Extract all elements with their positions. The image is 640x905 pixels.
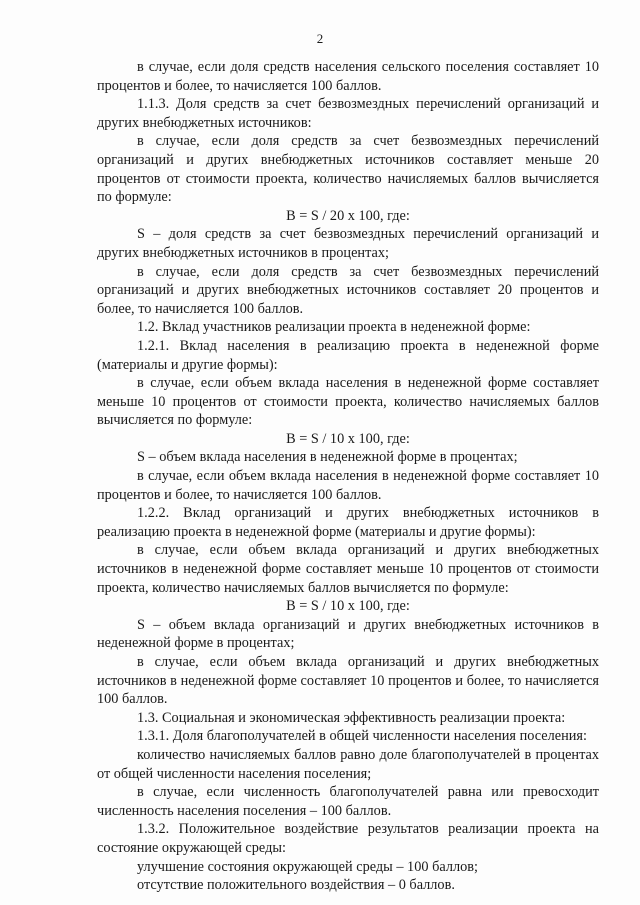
paragraph: 1.2.2. Вклад организаций и других внебюджетных источников в реализацию проекта в неденежной форме (материалы и другие формы): [97, 505, 599, 540]
paragraph: в случае, если объем вклада населения в неденежной форме составляет меньше 10 процентов от стоимости проекта, количество начисляемых баллов вычисляется по формуле: [97, 375, 599, 429]
paragraph: S – доля средств за счет безвозмездных перечислений организаций и других внебюджетных источников в процентах; [97, 226, 599, 261]
formula-line: B = S / 10 x 100, где: [286, 598, 410, 615]
paragraph: 1.1.3. Доля средств за счет безвозмездных перечислений организаций и других внебюджетных источников: [97, 96, 599, 131]
paragraph: 1.2. Вклад участников реализации проекта в неденежной форме: [137, 319, 531, 336]
paragraph: в случае, если объем вклада организаций и других внебюджетных источников в неденежной форме составляет меньше 10 процентов от стоимости проекта, количество начисляемых баллов вычисляется по формуле: [97, 542, 599, 596]
document-body [97, 58, 599, 895]
paragraph: в случае, если численность благополучателей равна или превосходит численность населения поселения – 100 баллов. [97, 784, 599, 819]
paragraph: S – объем вклада населения в неденежной форме в процентах; [137, 449, 518, 466]
paragraph: отсутствие положительного воздействия – 0 баллов. [137, 877, 455, 894]
paragraph: S – объем вклада организаций и других внебюджетных источников в неденежной форме в процентах; [97, 616, 599, 652]
paragraph: в случае, если доля средств за счет безвозмездных перечислений организаций и других внебюджетных источников составляет меньше 20 процентов от стоимости проекта, количество начисляемых баллов вычисляется по формуле: [97, 133, 599, 206]
paragraph: в случае, если объем вклада населения в неденежной форме составляет 10 процентов и более, то начисляется 100 баллов. [97, 468, 599, 503]
paragraph: в случае, если доля средств за счет безвозмездных перечислений организаций и других внебюджетных источников составляет 20 процентов и более, то начисляется 100 баллов. [97, 263, 599, 317]
paragraph: 1.3.2. Положительное воздействие результатов реализации проекта на состояние окружающей среды: [97, 821, 599, 856]
paragraph: количество начисляемых баллов равно доле благополучателей в процентах от общей численности населения поселения; [97, 746, 599, 782]
paragraph: 1.3. Социальная и экономическая эффективность реализации проекта: [137, 709, 566, 726]
paragraph: в случае, если доля средств населения сельского поселения составляет 10 процентов и более, то начисляется 100 баллов. [97, 59, 599, 94]
page-number: 2 [316, 31, 324, 46]
formula-line: B = S / 20 x 100, где: [286, 207, 410, 224]
paragraph: в случае, если объем вклада организаций и других внебюджетных источников в неденежной форме составляет 10 процентов и более, то начисляется 100 баллов. [97, 654, 599, 708]
paragraph: 1.2.1. Вклад населения в реализацию проекта в неденежной форме (материалы и другие формы): [97, 337, 599, 373]
paragraph: 1.3.1. Доля благополучателей в общей численности населения поселения: [137, 728, 587, 745]
formula-line: B = S / 10 x 100, где: [286, 430, 410, 447]
paragraph: улучшение состояния окружающей среды – 100 баллов; [137, 858, 478, 875]
